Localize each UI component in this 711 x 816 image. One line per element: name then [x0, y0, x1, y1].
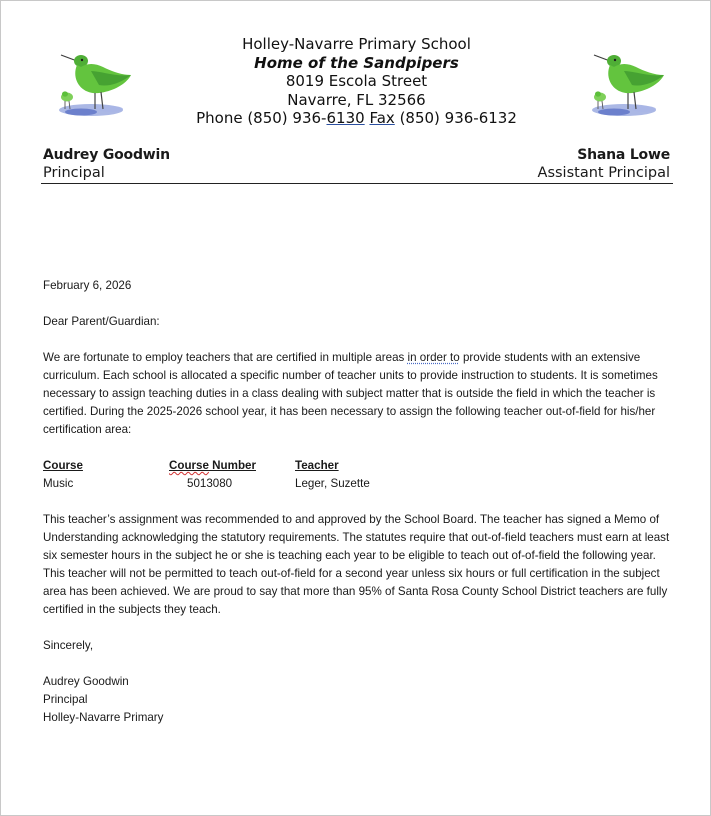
fax-label: Fax: [369, 109, 395, 127]
street-address: 8019 Escola Street: [285, 72, 428, 90]
header-course-number: [169, 457, 256, 475]
school-name: Holley-Navarre Primary School: [242, 35, 471, 53]
header-teacher: Teacher: [295, 459, 339, 472]
fax-number: (850) 936-6132: [399, 109, 517, 127]
table-cell-course-number: 5013080: [187, 477, 233, 490]
signer-school: Holley-Navarre Primary: [43, 711, 164, 724]
salutation: Dear Parent/Guardian:: [43, 315, 160, 328]
principal-name: Audrey Goodwin: [43, 147, 170, 163]
phone-prefix: Phone (850) 936-: [196, 109, 327, 127]
letter-date: February 6, 2026: [43, 279, 132, 292]
paragraph-intro: [43, 349, 673, 439]
school-motto: Home of the Sandpipers: [254, 53, 459, 72]
header-course: Course: [43, 459, 83, 472]
header-course-number-a: Course: [169, 459, 209, 472]
assistant-principal-block: [538, 146, 670, 182]
paragraph-assignment: [43, 511, 673, 619]
paragraph-intro-a: We are fortunate to employ teachers that are certified in multiple areas: [43, 351, 408, 364]
assistant-principal-title: Assistant Principal: [537, 165, 670, 181]
header-course-number-b: Number: [208, 459, 256, 472]
assistant-principal-name: Shana Lowe: [577, 147, 670, 163]
principal-block: [43, 146, 170, 182]
principal-title: Principal: [43, 165, 105, 181]
closing: Sincerely,: [43, 639, 94, 652]
signer-title: Principal: [43, 693, 88, 706]
header-divider: [41, 183, 673, 184]
city-state-zip: Navarre, FL 32566: [287, 90, 426, 109]
table-cell-course: Music: [43, 477, 74, 490]
table-cell-teacher: Leger, Suzette: [295, 477, 370, 490]
signer-name: Audrey Goodwin: [43, 675, 129, 688]
paragraph-assignment-text: This teacher’s assignment was recommended to and approved by the School Board. The teacher has signed a Memo of Understanding acknowledging the statutory requirements. The statutes require that out-of-field teachers must earn at least six semester hours in the subject he or she is teaching each year to be eligible to teach out of-of-field the following year. This teacher will not be permitted to teach out-of-field for a second year unless six hours or full certification in the subject area has been achieved. We are proud to say that more than 95% of Santa Rosa County School District teachers are fully certified in the subjects they teach.: [43, 513, 670, 616]
sandpiper-logo-right-icon: [584, 39, 666, 121]
phone-fax-line: [151, 109, 562, 128]
phone-suffix: 6130: [326, 109, 365, 127]
letterhead: [151, 35, 562, 128]
paragraph-intro-b: provide students with an extensive curriculum. Each school is allocated a specific number of teacher units to provide instruction to students. It is sometimes necessary to assign teaching duties in a class dealing with subject matter that is outside the field in which the teacher is certified. During the 2025-2026 school year, it has been necessary to assign the following teacher out-of-field for his/her certification area:: [43, 351, 658, 436]
sandpiper-logo-left-icon: [51, 39, 133, 121]
grammar-flag-text: in order to: [407, 351, 460, 364]
